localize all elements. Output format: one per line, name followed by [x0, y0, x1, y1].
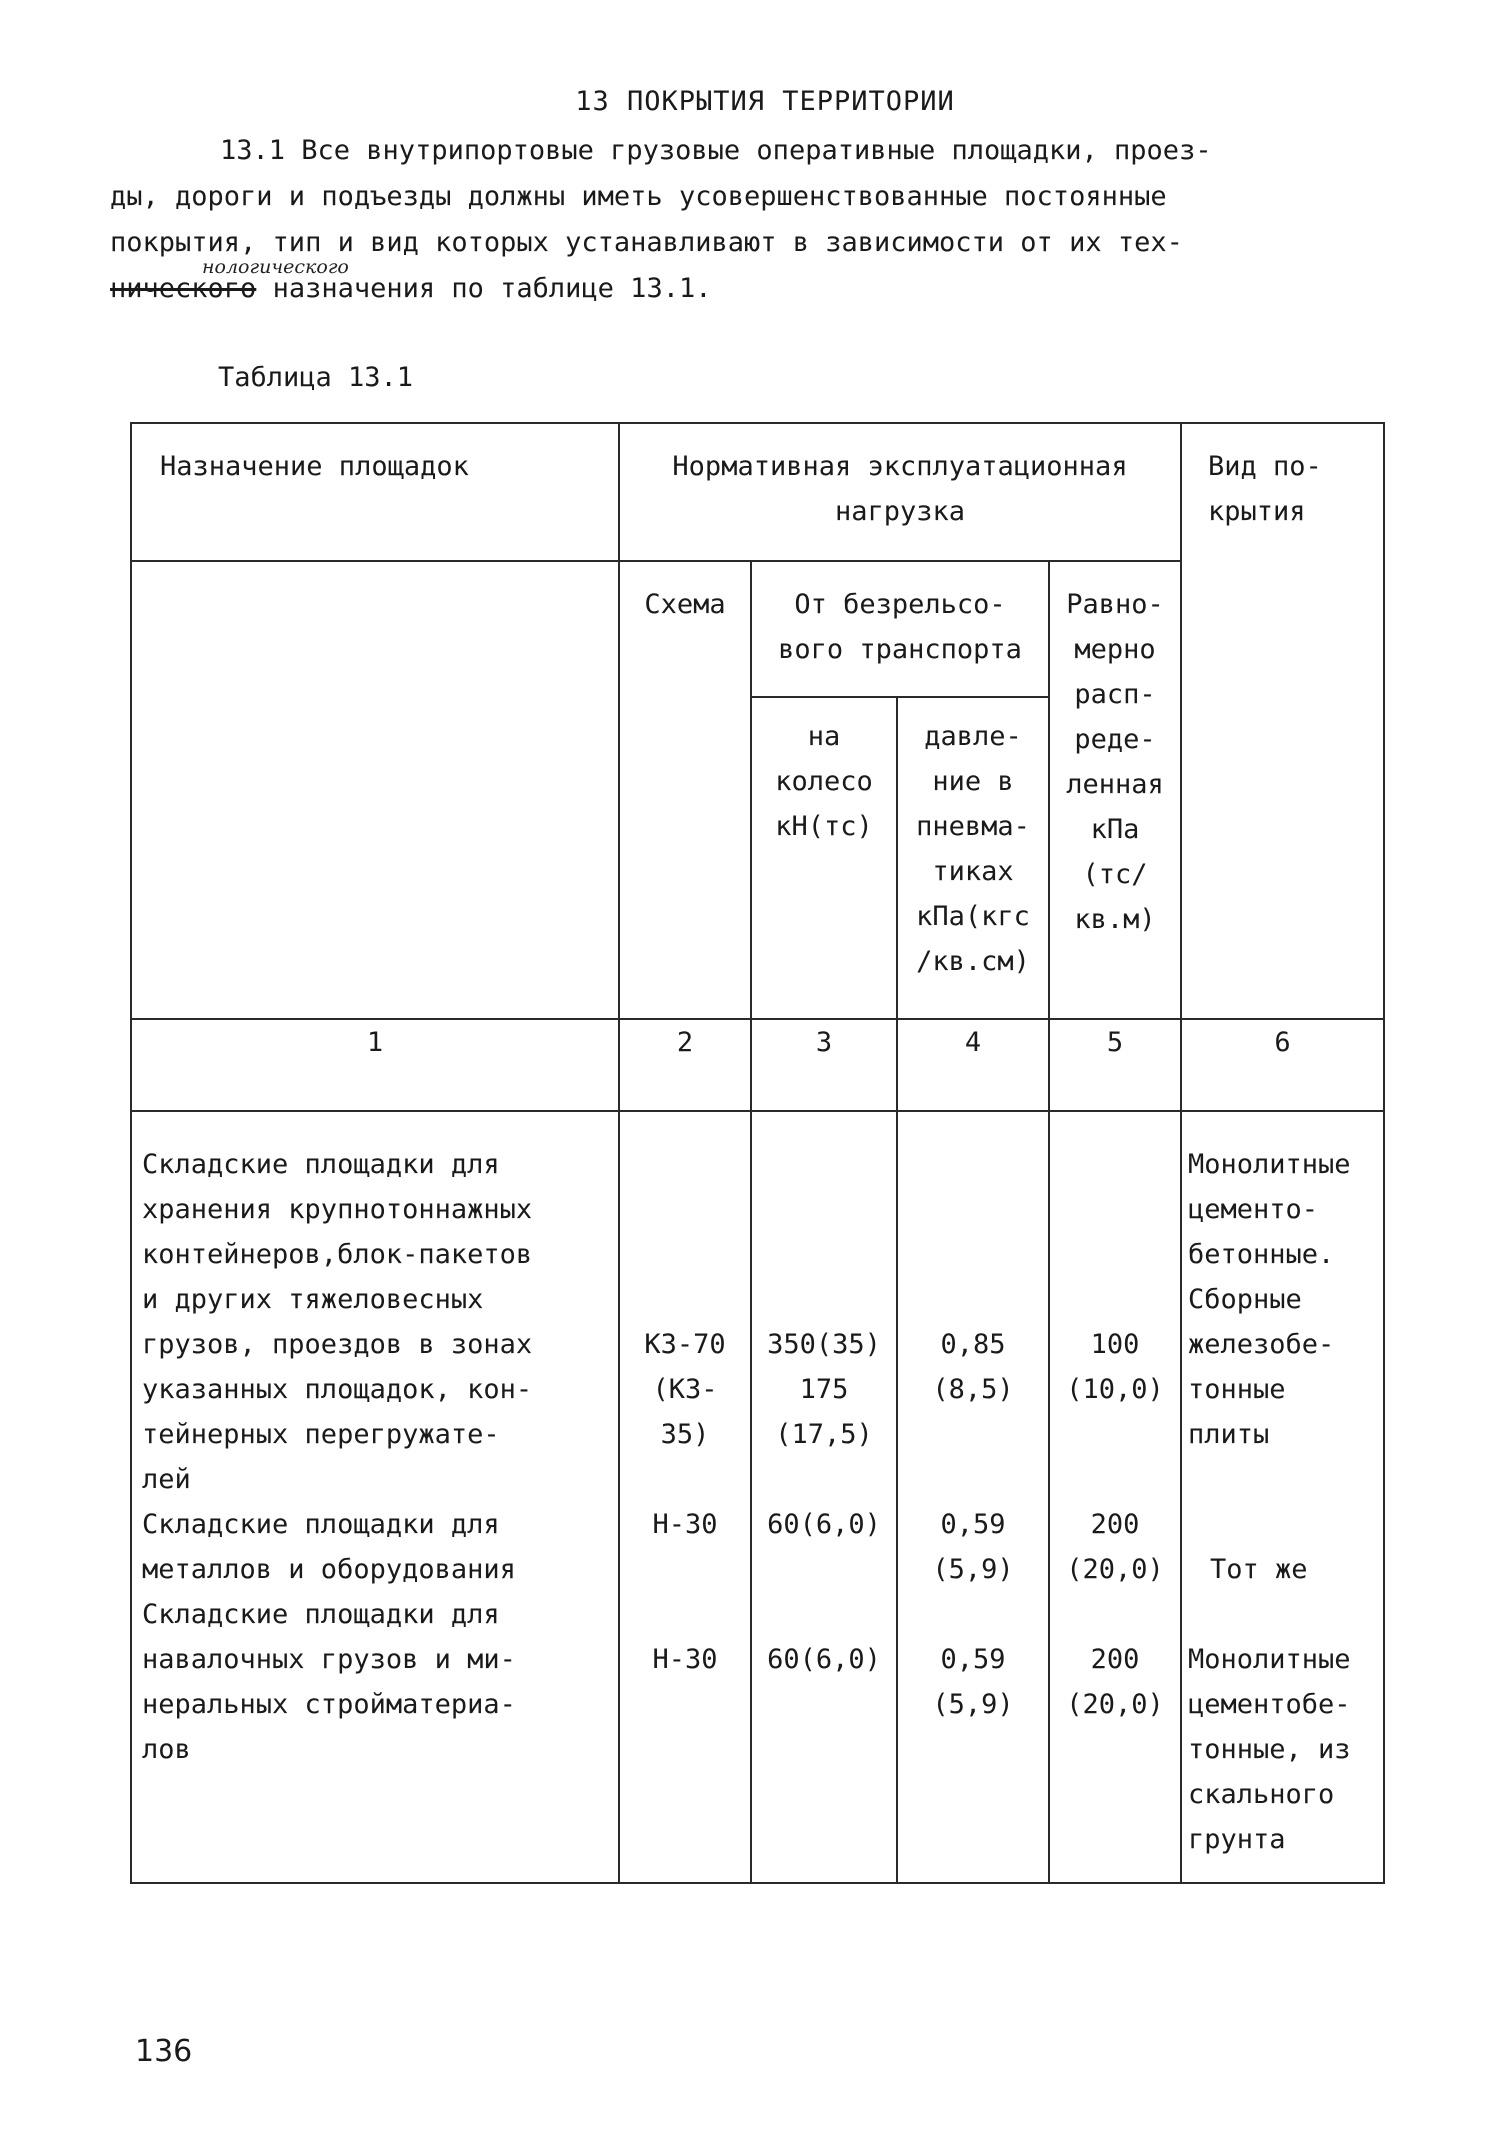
cell-line: 0,59	[940, 1644, 1006, 1675]
table-cell	[620, 1322, 750, 1457]
table-cell	[620, 1502, 750, 1547]
cell-line: 200	[1090, 1509, 1140, 1540]
cell-line: Сборные	[1188, 1284, 1302, 1315]
cell-line: указанных площадок, кон-	[142, 1374, 533, 1405]
header-line: пневма-	[916, 811, 1030, 842]
header-uniform	[1049, 561, 1181, 1019]
header-empty	[131, 561, 619, 1019]
header-line: реде-	[1074, 724, 1156, 755]
cell-line: навалочных грузов и ми-	[142, 1644, 516, 1675]
header-line: От безрельсо-	[794, 589, 1006, 620]
column-number: 2	[619, 1019, 751, 1111]
cell-line: неральных стройматериа-	[142, 1689, 516, 1720]
cell-line: цементобе-	[1188, 1689, 1351, 1720]
column-scheme	[619, 1111, 751, 1883]
cell-line: (5,9)	[932, 1689, 1014, 1720]
table-cell	[752, 1502, 896, 1547]
table-cell	[1050, 1637, 1180, 1727]
handwritten-correction: нологического	[202, 256, 349, 278]
header-line: кв.м)	[1074, 904, 1156, 935]
cell-line: грузов, проездов в зонах	[142, 1329, 533, 1360]
column-purpose	[131, 1111, 619, 1883]
table-cell	[1182, 1547, 1383, 1592]
paragraph-line-rest: назначения по таблице 13.1.	[256, 273, 712, 304]
cell-line: Н-30	[652, 1644, 718, 1675]
table-caption: Таблица 13.1	[218, 362, 414, 393]
page-number: 136	[135, 2034, 193, 2069]
header-wheel	[751, 697, 897, 1019]
cell-line: железобе-	[1188, 1329, 1335, 1360]
table-cell	[1182, 1637, 1383, 1862]
header-trackless	[751, 561, 1049, 697]
cell-line: Складские площадки для	[142, 1509, 500, 1540]
cell-line: тонные, из	[1188, 1734, 1351, 1765]
header-line: ние в	[932, 766, 1014, 797]
header-line: ленная	[1066, 769, 1164, 800]
cell-line: 175	[799, 1374, 849, 1405]
header-line: Вид по-	[1208, 451, 1322, 482]
table-cell	[898, 1322, 1048, 1412]
cell-line: контейнеров,блок-пакетов	[142, 1239, 533, 1270]
cell-line: Монолитные	[1188, 1149, 1351, 1180]
cell-line: 100	[1090, 1329, 1140, 1360]
cell-line: цементо-	[1188, 1194, 1319, 1225]
cell-line: лов	[142, 1734, 191, 1765]
table-cell	[898, 1502, 1048, 1592]
header-line: кН(тс)	[775, 811, 873, 842]
cell-line: Складские площадки для	[142, 1599, 500, 1630]
cell-line: тейнерных перегружате-	[142, 1419, 500, 1450]
header-purpose: Назначение площадок	[131, 423, 619, 561]
column-number: 4	[897, 1019, 1049, 1111]
cell-line: 35)	[660, 1419, 710, 1450]
header-line: Равно-	[1066, 589, 1164, 620]
header-normative-load	[619, 423, 1181, 561]
section-title: 13 ПОКРЫТИЯ ТЕРРИТОРИИ	[575, 86, 955, 117]
cell-line: 60(6,0)	[767, 1509, 881, 1540]
header-line: расп-	[1074, 679, 1156, 710]
table-cell	[620, 1637, 750, 1682]
header-line: крытия	[1208, 496, 1306, 527]
cell-line: (17,5)	[775, 1419, 873, 1450]
paragraph-line: покрытия, тип и вид которых устанавливают в зависимости от их тех-	[110, 227, 1183, 258]
table-cell	[1050, 1322, 1180, 1412]
header-line: /кв.см)	[916, 946, 1030, 977]
column-number: 1	[131, 1019, 619, 1111]
table-cell	[898, 1637, 1048, 1727]
cell-line: грунта	[1188, 1824, 1286, 1855]
cell-line: бетонные.	[1188, 1239, 1335, 1270]
table-row	[132, 1592, 618, 1772]
header-line: тиках	[932, 856, 1014, 887]
cell-line: Н-30	[652, 1509, 718, 1540]
cell-line: 350(35)	[767, 1329, 881, 1360]
header-line: вого транспорта	[778, 634, 1022, 665]
cell-line: 0,59	[940, 1509, 1006, 1540]
cell-line: (10,0)	[1066, 1374, 1164, 1405]
paragraph-line: ды, дороги и подъезды должны иметь усовершенствованные постоянные	[110, 181, 1167, 212]
cell-line: скального	[1188, 1779, 1335, 1810]
struck-word: нического	[110, 273, 257, 304]
header-coating-type	[1181, 423, 1384, 1019]
column-pressure	[897, 1111, 1049, 1883]
header-line: кПа	[1090, 814, 1140, 845]
table-row	[132, 1502, 618, 1592]
cell-line: металлов и оборудования	[142, 1554, 516, 1585]
cell-line: и других тяжеловесных	[142, 1284, 484, 1315]
cell-line: Складские площадки для	[142, 1149, 500, 1180]
header-line: давле-	[924, 721, 1022, 752]
cell-line: (20,0)	[1066, 1554, 1164, 1585]
table-cell	[752, 1322, 896, 1457]
header-line: мерно	[1074, 634, 1156, 665]
cell-line: 200	[1090, 1644, 1140, 1675]
cell-line: КЗ-70	[644, 1329, 726, 1360]
header-line: на	[807, 721, 841, 752]
cell-line: лей	[142, 1464, 191, 1495]
column-coating	[1181, 1111, 1384, 1883]
cell-line: (КЗ-	[652, 1374, 718, 1405]
header-line: (тс/	[1082, 859, 1148, 890]
table-row	[132, 1142, 618, 1502]
table-cell	[1050, 1502, 1180, 1592]
cell-line: Тот же	[1210, 1554, 1308, 1585]
column-number: 3	[751, 1019, 897, 1111]
cell-line: хранения крупнотоннажных	[142, 1194, 533, 1225]
column-uniform	[1049, 1111, 1181, 1883]
header-scheme: Схема	[619, 561, 751, 1019]
cell-line: (5,9)	[932, 1554, 1014, 1585]
column-wheel	[751, 1111, 897, 1883]
column-number: 5	[1049, 1019, 1181, 1111]
cell-line: 0,85	[940, 1329, 1006, 1360]
intro-paragraph	[110, 128, 1375, 312]
cell-line: тонные	[1188, 1374, 1286, 1405]
header-line: нагрузка	[834, 496, 966, 527]
cell-line: Монолитные	[1188, 1644, 1351, 1675]
header-line: колесо	[775, 766, 873, 797]
header-line: Нормативная эксплуатационная	[672, 451, 1128, 482]
coating-table	[130, 422, 1385, 1884]
table-cell	[1182, 1142, 1383, 1457]
cell-line: (8,5)	[932, 1374, 1014, 1405]
table-cell	[752, 1637, 896, 1682]
header-pressure	[897, 697, 1049, 1019]
header-line: кПа(кгс	[916, 901, 1030, 932]
cell-line: 60(6,0)	[767, 1644, 881, 1675]
column-number: 6	[1181, 1019, 1384, 1111]
cell-line: плиты	[1188, 1419, 1270, 1450]
cell-line: (20,0)	[1066, 1689, 1164, 1720]
paragraph-line: 13.1 Все внутрипортовые грузовые оперативные площадки, проез-	[220, 135, 1212, 166]
